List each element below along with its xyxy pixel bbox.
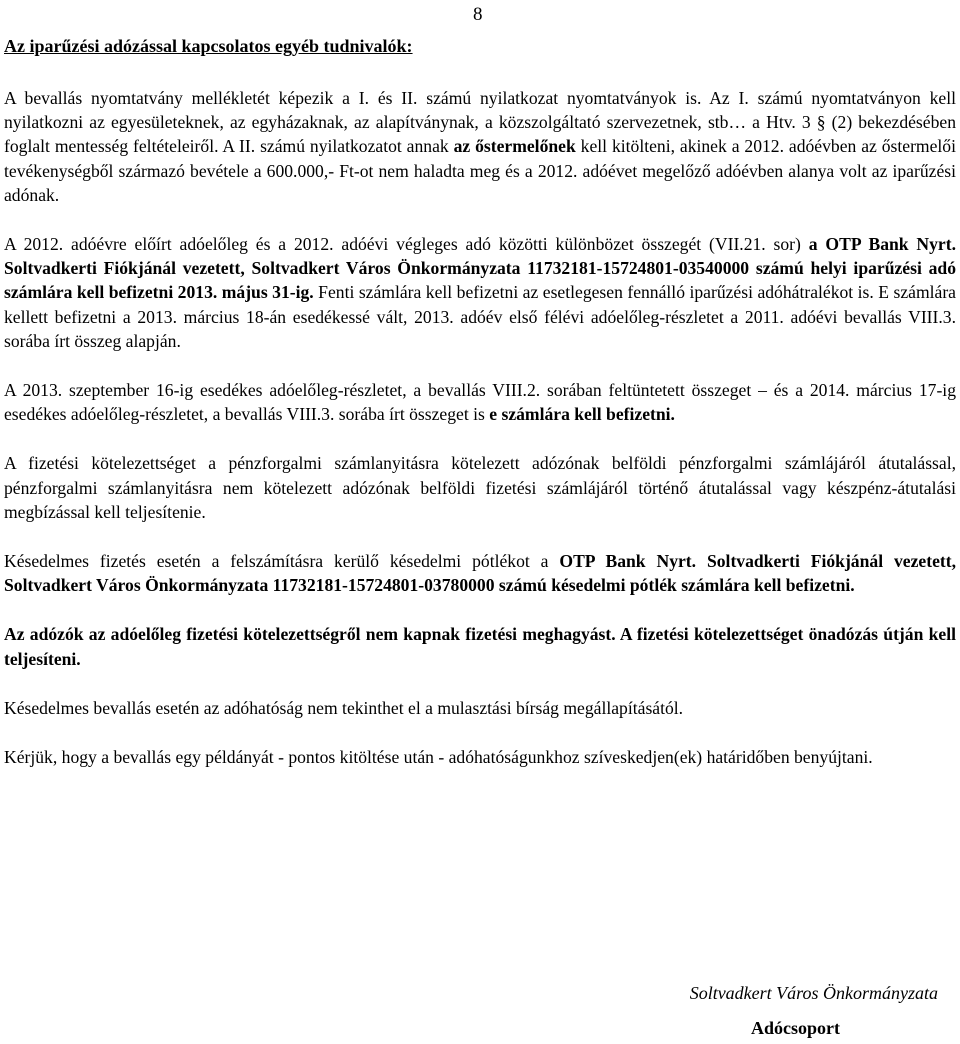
paragraph-instalments xyxy=(4,378,956,426)
paragraph-transfer-methods: A fizetési kötelezettséget a pénzforgalmi számlanyitásra kötelezett adózónak belföldi pénzforgalmi számlájáról átutalással, pénzforgalmi számlanyitásra nem kötelezett adózónak belföldi fizetési számlájáról történő átutalással vagy készpénz-átutalási megbízással kell teljesítenie. xyxy=(4,453,956,522)
text: A 2013. szeptember 16-ig esedékes adóelőleg-részletet, a bevallás VIII.2. sorában feltüntetett összeget – és a 2014. március 17-ig esedékes adóelőleg-részletet, a bevallás VIII.3. sorába írt összeget is xyxy=(4,380,956,425)
page-number: 8 xyxy=(473,4,483,25)
text: kell kitölteni, akinek a 2012. adóévben az őstermelői tevékenységből származó bevétele a 600.000,- Ft-ot nem haladta meg és a 2012. adóévet megelőző adóévben alanya volt az iparűzési adónak. xyxy=(4,136,956,205)
section-heading: Az iparűzési adózással kapcsolatos egyéb tudnivalók: xyxy=(4,36,413,56)
paragraph-late-fee xyxy=(4,549,956,597)
text: A bevallás nyomtatvány mellékletét képezik a I. és II. számú nyilatkozat nyomtatványok is. Az I. számú nyomtatványon kell nyilatkozni az egyesületeknek, az egyházaknak, az alapítványnak, a közszolgáltató szervezetnek, stb… a Htv. 3 § (2) bekezdésében foglalt mentesség feltételeiről. A II. számú nyilatkozatot annak xyxy=(4,88,956,157)
signature-department: Adócsoport xyxy=(751,1018,840,1038)
signature-authority: Soltvadkert Város Önkormányzata xyxy=(689,983,938,1003)
paragraph-payment-account xyxy=(4,232,956,353)
text: Fenti számlára kell befizetni az esetlegesen fennálló iparűzési adóhátralékot is. E számlára kellett befizetni a 2013. március 18-án esedékessé vált, 2013. adóév első félévi adóelőleg-részletet a 2011. adóévi bevallás VIII.3. sorába írt összeg alapján. xyxy=(4,282,956,351)
bold-text: a OTP Bank Nyrt. Soltvadkerti Fiókjánál vezetett, Soltvadkert Város Önkormányzata 11732181-15724801-03540000 számú helyi iparűzési adó számlára kell befizetni 2013. május 31-ig. xyxy=(4,234,956,303)
paragraph-declarations xyxy=(4,86,956,207)
paragraph-request: Kérjük, hogy a bevallás egy példányát - pontos kitöltése után - adóhatóságunkhoz szíveskedjen(ek) határidőben benyújtani. xyxy=(4,747,873,768)
text: Késedelmes fizetés esetén a felszámításra kerülő késedelmi pótlékot a xyxy=(4,551,560,572)
bold-text: OTP Bank Nyrt. Soltvadkerti Fiókjánál vezetett, Soltvadkert Város Önkormányzata 11732181-15724801-03780000 számú késedelmi pótlék számlára kell befizetni. xyxy=(4,551,956,596)
document-body xyxy=(4,34,956,769)
paragraph-self-assessment: Az adózók az adóelőleg fizetési kötelezettségről nem kapnak fizetési meghagyást. A fizetési kötelezettséget önadózás útján kell teljesíteni. xyxy=(4,624,956,669)
text: A 2012. adóévre előírt adóelőleg és a 2012. adóévi végleges adó közötti különbözet összegét (VII.21. sor) xyxy=(4,234,809,255)
bold-text: az őstermelőnek xyxy=(453,136,576,157)
bold-text: e számlára kell befizetni. xyxy=(489,404,675,425)
paragraph-late-filing: Késedelmes bevallás esetén az adóhatóság nem tekinthet el a mulasztási bírság megállapításától. xyxy=(4,697,684,718)
